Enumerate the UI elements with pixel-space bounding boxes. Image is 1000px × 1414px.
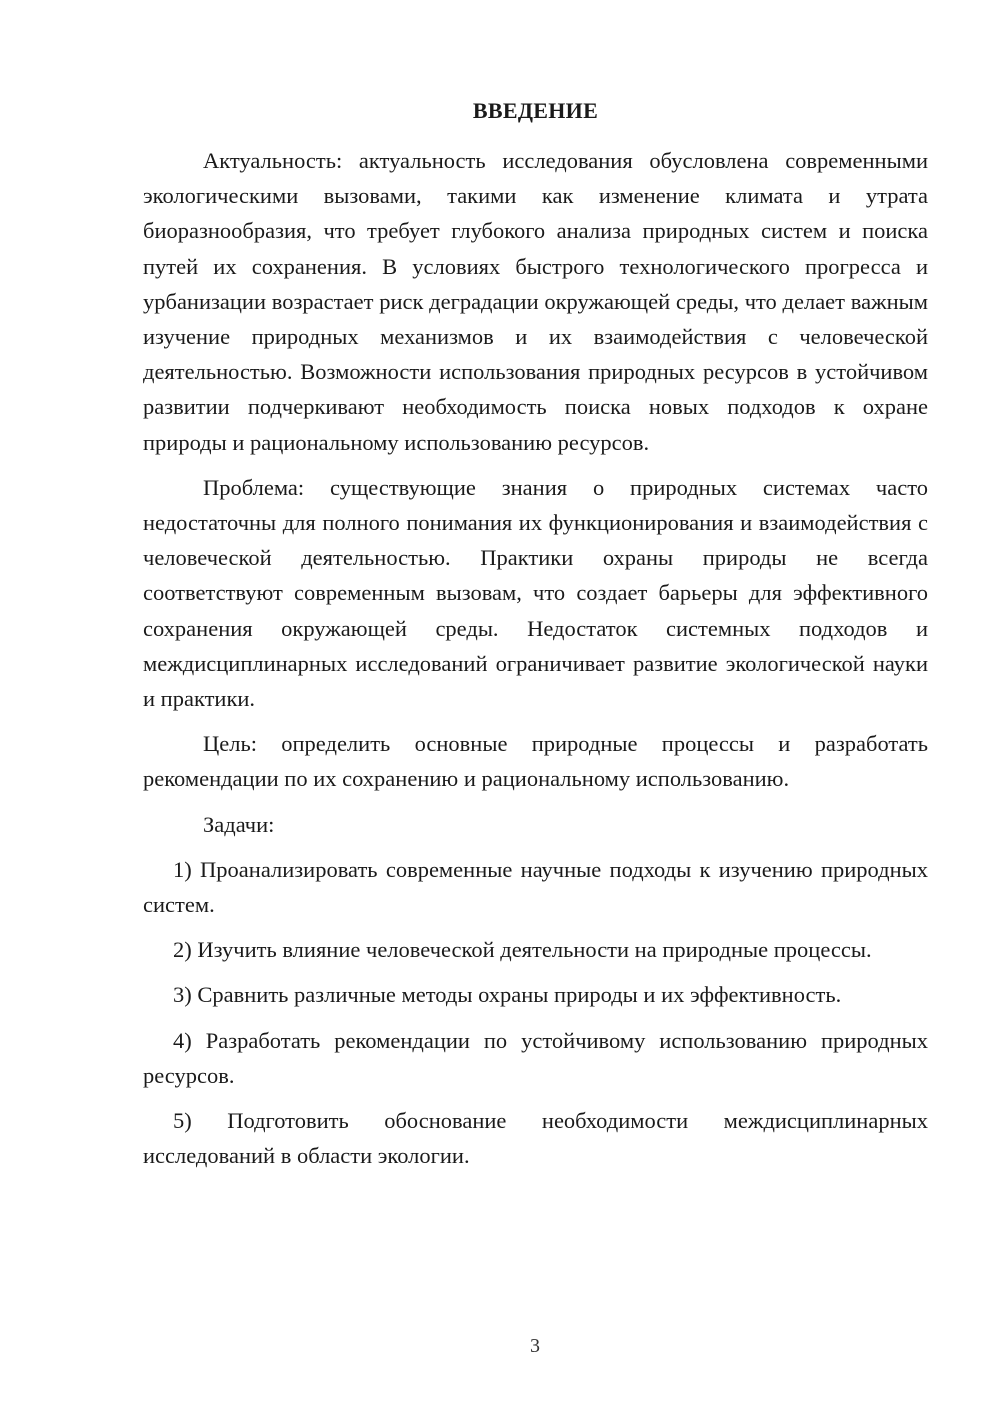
page-number: 3 (530, 1335, 540, 1357)
relevance-paragraph: Актуальность: актуальность исследования обусловлена современными экологическими вызовами, такими как изменение климата и утрата биоразнообразия, что требует глубокого анализа природных систем и поиска путей их сохранения. В условиях быстрого технологического прогресса и урбанизации возрастает риск деградации окружающей среды, что делает важным изучение природных механизмов и их взаимодействия с человеческой деятельностью. Возможности использования природных ресурсов в устойчивом развитии подчеркивают необходимость поиска новых подходов к охране природы и рациональному использованию ресурсов. (143, 148, 928, 455)
task-item: 2) Изучить влияние человеческой деятельности на природные процессы. (173, 937, 872, 963)
task-item: 5) Подготовить обоснование необходимости междисциплинарных исследований в области экологии. (143, 1108, 928, 1169)
problem-paragraph: Проблема: существующие знания о природных системах часто недостаточны для полного понимания их функционирования и взаимодействия с человеческой деятельностью. Практики охраны природы не всегда соответствуют современным вызовам, что создает барьеры для эффективного сохранения окружающей среды. Недостаток системных подходов и междисциплинарных исследований ограничивает развитие экологической науки и практики. (143, 474, 928, 712)
tasks-label: Задачи: (203, 811, 275, 837)
task-list (143, 852, 928, 1174)
task-item: 4) Разработать рекомендации по устойчивому использованию природных ресурсов. (143, 1027, 928, 1088)
document-page (143, 95, 928, 1173)
task-item: 1) Проанализировать современные научные подходы к изучению природных систем. (143, 856, 928, 918)
task-item: 3) Сравнить различные методы охраны природы и их эффективность. (173, 982, 842, 1008)
section-heading: ВВЕДЕНИЕ (472, 98, 599, 123)
goal-paragraph: Цель: определить основные природные процессы и разработать рекомендации по их сохранению и рациональному использованию. (143, 731, 928, 792)
